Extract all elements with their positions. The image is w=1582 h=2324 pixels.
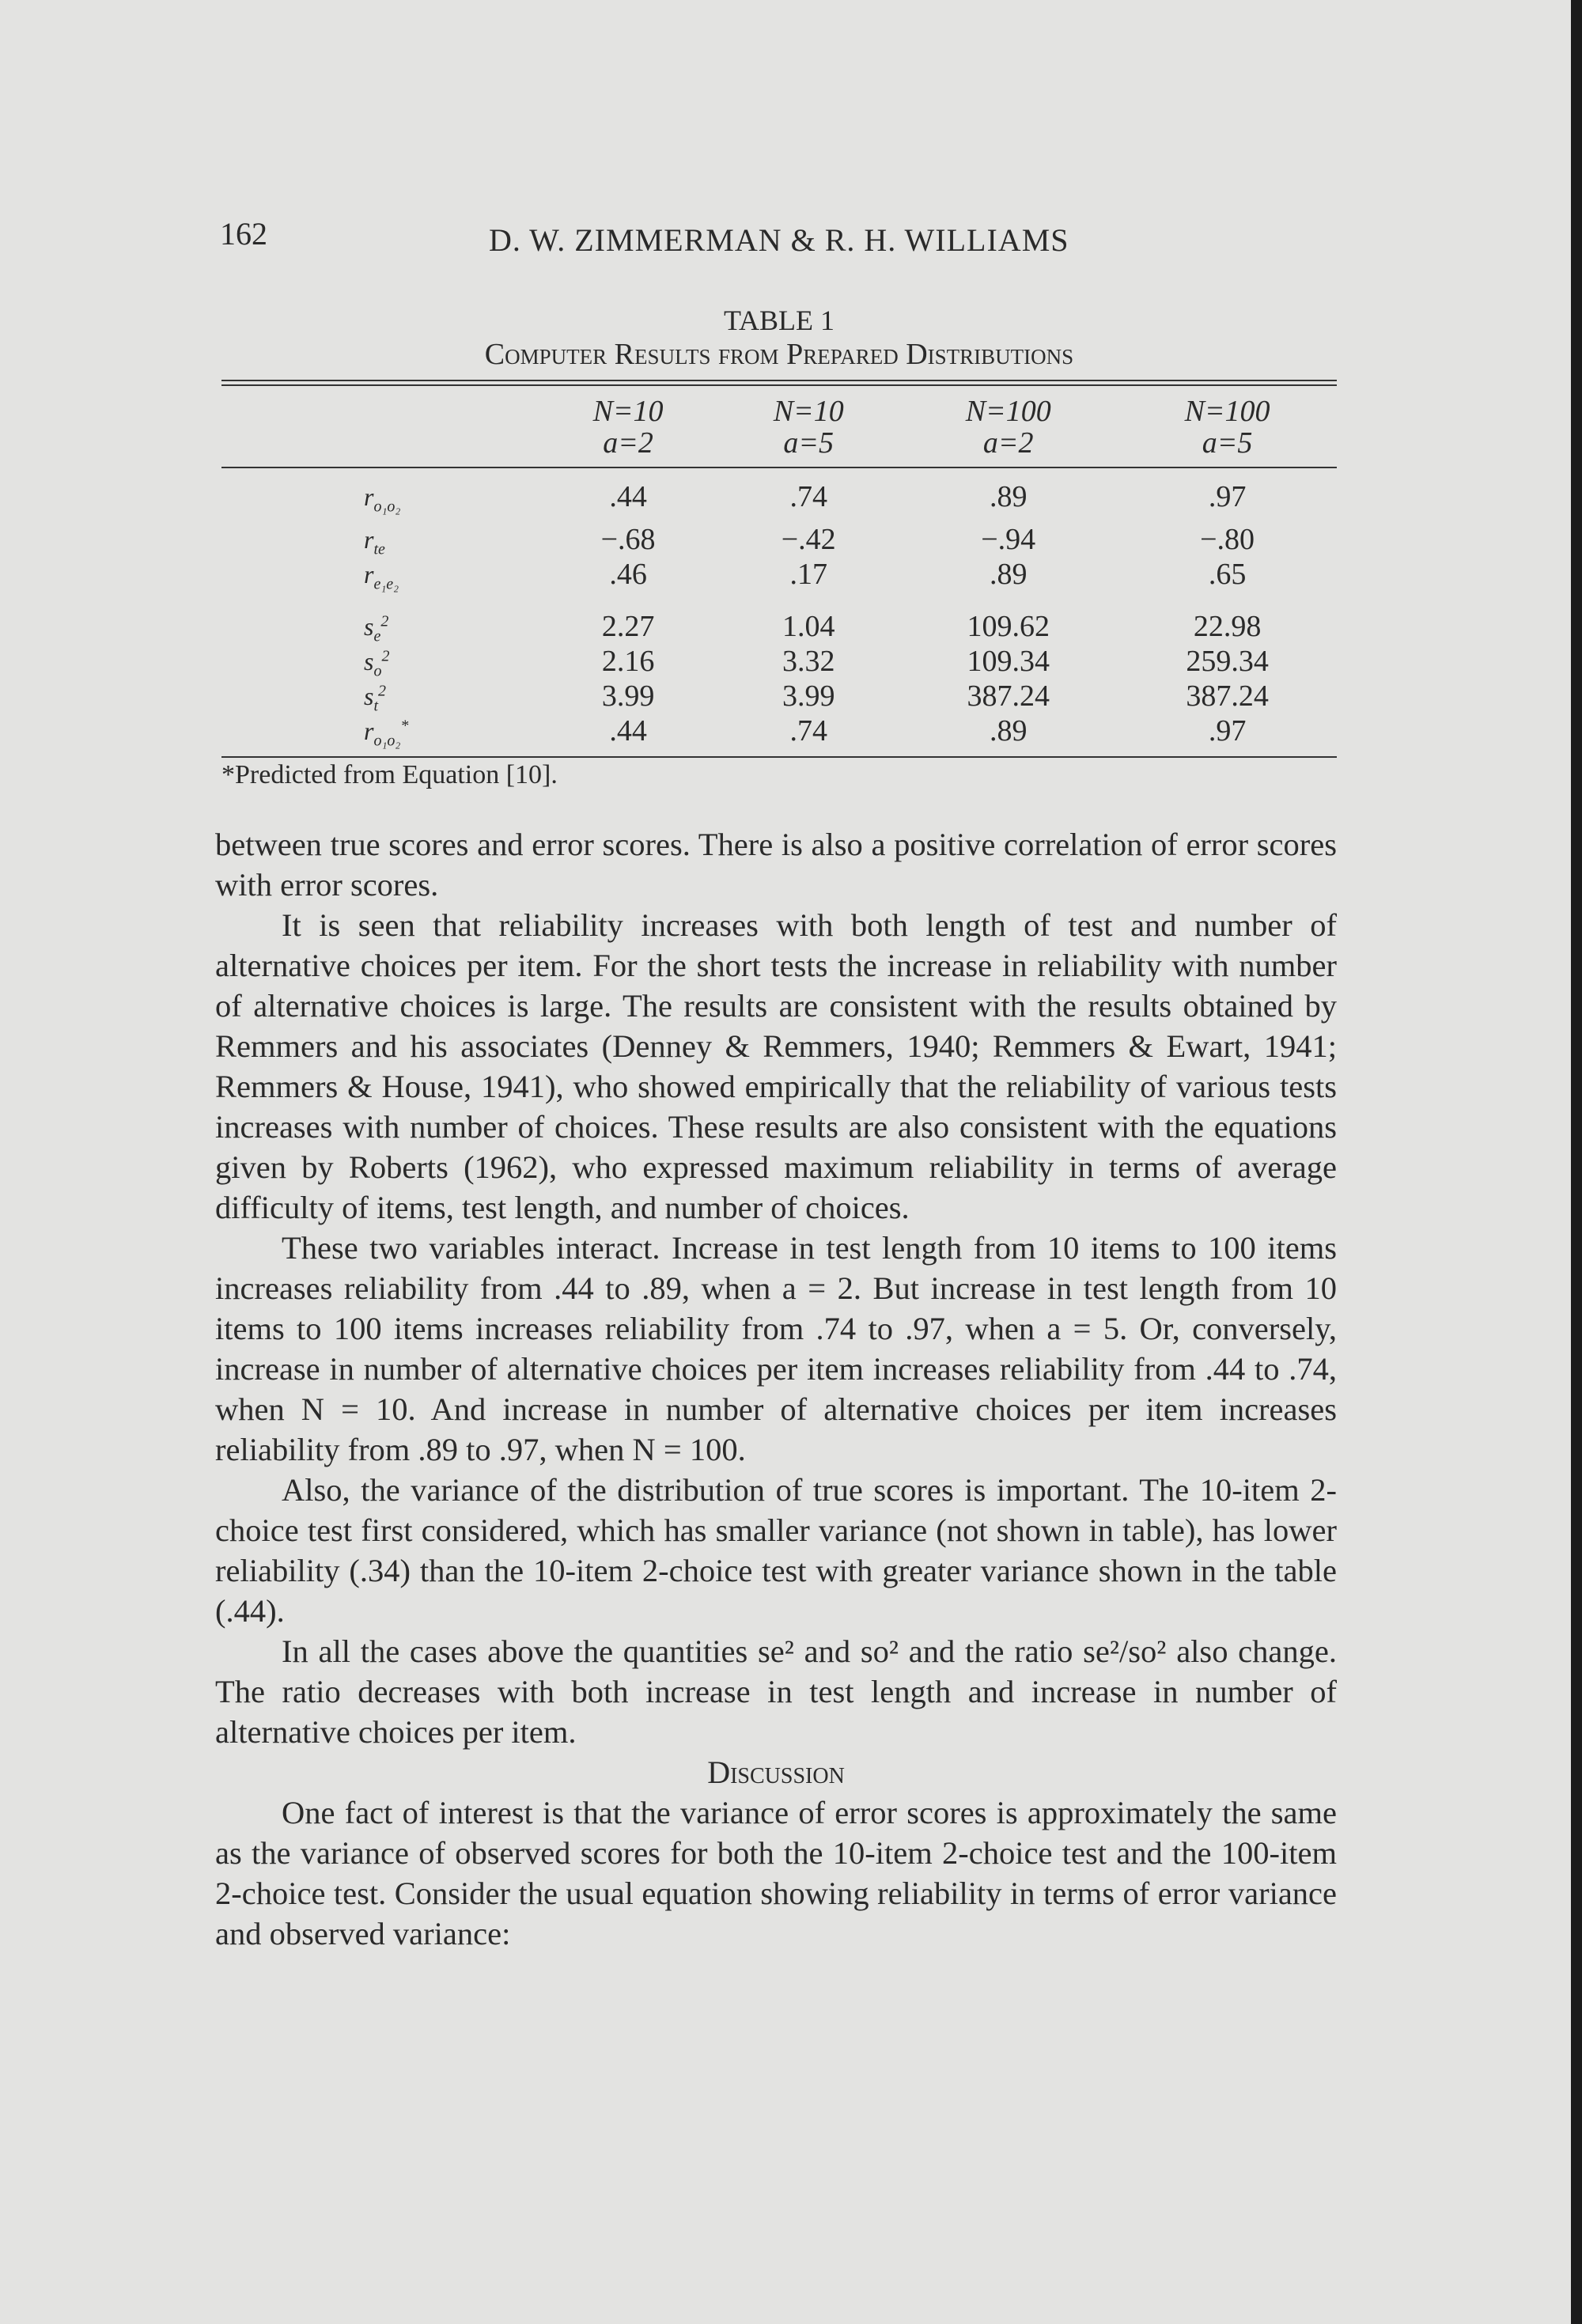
table-cell: .97 [1208, 480, 1247, 513]
row-label: $s_e^2$ [364, 612, 389, 645]
table-cell: 2.16 [601, 645, 655, 678]
table-row [221, 644, 1337, 679]
table-row [221, 467, 1337, 514]
table-header-row [221, 386, 1337, 467]
table-row [221, 713, 1337, 748]
page-number: 162 [220, 216, 267, 252]
row-label: $r_{o_1o_2}^*$ [364, 717, 409, 750]
paragraph: It is seen that reliability increases with both length of test and number of alternative choices per item. For the short tests the increase in reliability with number of alternative choices is large. The results are consistent with the results obtained by Remmers and his associates (Denney & Remmers, 1940; Remmers & Ewart, 1941; Remmers & House, 1941), who showed empirically that the reliability of various tests increases with number of choices. These results are also consistent with the equations given by Roberts (1962), who expressed maximum reliability in terms of average difficulty of items, test length, and number of choices. [215, 907, 1337, 1225]
table-cell: 3.99 [782, 679, 835, 713]
row-label: $s_o^2$ [364, 647, 390, 680]
page-content [215, 304, 1337, 1954]
table-cell: .89 [989, 714, 1028, 748]
table-cell: 387.24 [1186, 679, 1269, 713]
table-row [221, 592, 1337, 644]
table-cell: .44 [609, 714, 647, 748]
table-cell: 22.98 [1193, 610, 1262, 643]
paragraph: These two variables interact. Increase in test length from 10 items to 100 items increases reliability from .44 to .89, when a = 2. But increase in test length from 10 items to 100 items increases reliability from .74 to .97, when a = 5. Or, conversely, increase in number of alternative choices per item increases reliability from .44 to .74, when N = 10. And increase in number of alternative choices per item increases reliability from .89 to .97, when N = 100. [215, 1230, 1337, 1467]
paragraph: Also, the variance of the distribution of true scores is important. The 10-item 2-choice test first considered, which has smaller variance (not shown in table), has lower reliability (.34) than the 10-item 2-choice test with greater variance shown in the table (.44). [215, 1472, 1337, 1629]
table-cell: 109.62 [967, 610, 1050, 643]
table-cell: .46 [609, 558, 647, 591]
row-label: $r_{e_1e_2}$ [364, 560, 399, 593]
table-cell: .89 [989, 480, 1028, 513]
table-cell: 2.27 [601, 610, 655, 643]
table-footnote: *Predicted from Equation [10]. [221, 760, 558, 789]
table-cell: .74 [789, 714, 827, 748]
table-cell: −.42 [781, 523, 836, 556]
table-cell: 259.34 [1186, 645, 1269, 678]
table-cell: .44 [609, 480, 647, 513]
results-table [221, 386, 1337, 748]
table-cell: 109.34 [967, 645, 1050, 678]
table-cell: .65 [1208, 558, 1247, 591]
table-caption: Computer Results from Prepared Distributions [484, 338, 1074, 371]
table-title: TABLE 1 [723, 305, 835, 336]
running-head: D. W. ZIMMERMAN & R. H. WILLIAMS [489, 222, 1069, 258]
table-cell: 387.24 [967, 679, 1050, 713]
page-header [220, 215, 1069, 263]
table-cell: −.68 [600, 523, 656, 556]
table-cell: .17 [789, 558, 827, 591]
row-label: $r_{o_1o_2}$ [364, 483, 401, 516]
row-label: $r_{te}$ [364, 525, 385, 558]
table-cell: .89 [989, 558, 1028, 591]
paragraph: between true scores and error scores. There is also a positive correlation of error scores with error scores. [215, 827, 1337, 903]
paragraph: One fact of interest is that the variance of error scores is approximately the same as the variance of observed scores for both the 10-item 2-choice test and the 100-item 2-choice test. Consider the usual equation showing reliability in terms of error variance and observed variance: [215, 1795, 1337, 1951]
paragraph: In all the cases above the quantities se² and so² and the ratio se²/so² also change. The ratio decreases with both increase in test length and increase in number of alternative choices per item. [215, 1633, 1337, 1750]
row-label: $s_t^2$ [364, 682, 387, 715]
table-cell: 3.99 [601, 679, 655, 713]
column-header: N=100 a=2 [965, 395, 1051, 460]
section-heading: Discussion [707, 1754, 845, 1790]
page-edge [1571, 0, 1582, 2324]
table-top-rule [221, 380, 1337, 381]
table-row [221, 679, 1337, 713]
body-text [215, 824, 1337, 1954]
table-cell: .97 [1208, 714, 1247, 748]
table-cell: −.94 [981, 523, 1036, 556]
stub-header [221, 386, 538, 467]
table-cell: 3.32 [782, 645, 835, 678]
column-header: N=10 a=5 [773, 395, 844, 460]
table-cell: −.80 [1200, 523, 1255, 556]
table-row [221, 557, 1337, 592]
column-header: N=10 a=2 [592, 395, 664, 460]
table-cell: .74 [789, 480, 827, 513]
table-row [221, 514, 1337, 557]
table-cell: 1.04 [782, 610, 835, 643]
column-header: N=100 a=5 [1184, 395, 1270, 460]
